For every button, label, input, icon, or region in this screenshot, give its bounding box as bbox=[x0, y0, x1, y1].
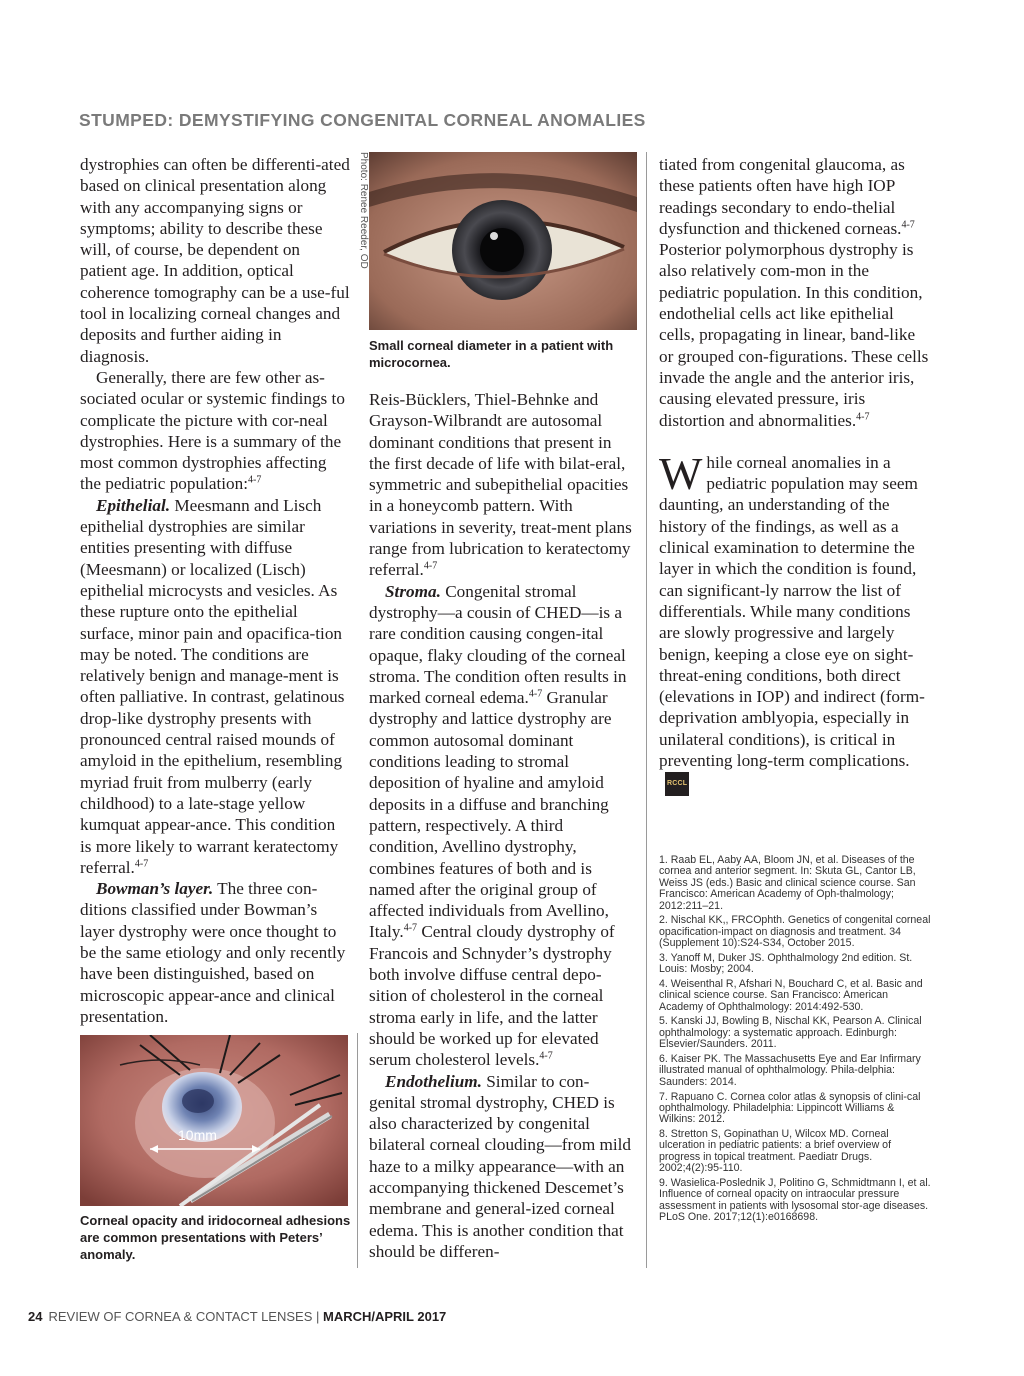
column-divider-2 bbox=[646, 152, 647, 1268]
col2-paragraph-endothelium bbox=[369, 1071, 634, 1263]
reference-item: 9. Wasielica-Poslednik J, Politino G, Schmidtmann I, et al. Influence of corneal opacity on intraocular pressure assessment in patients with lysosomal stor-age diseases. PLoS One. 2017;12(1):e0168698. bbox=[659, 1176, 931, 1224]
photo-credit: Photo: Renee Reeder, OD bbox=[358, 152, 369, 269]
subhead-epithelial: Epithelial. bbox=[96, 495, 171, 515]
issue-date: MARCH/APRIL 2017 bbox=[322, 1309, 447, 1324]
col3-paragraph-1-text-2: Posterior polymorphous dystrophy is also relatively com-mon in the pediatric population. In this condition, endothelial cells act like epithelial cells, propagating in linear, band-like or grouped con-figurations. These cells invade the angle and the anterior iris, causing elevated pressure, iris distortion and abnormalities. bbox=[659, 240, 929, 430]
footer-separator: | bbox=[312, 1309, 323, 1324]
eye-closeup-photo bbox=[369, 152, 637, 330]
publication-name: REVIEW OF CORNEA & CONTACT LENSES bbox=[48, 1309, 313, 1324]
col2-paragraph-stroma-text: Congenital stromal dystrophy—a cousin of CHED—is a rare condition causing congen-ital opaque, flaky clouding of the corneal stroma. The condition often results in marked corneal edema. bbox=[369, 581, 627, 708]
reference-item: 6. Kaiser PK. The Massachusetts Eye and Ear Infirmary illustrated manual of ophthalmology. Phila-delphia: Saunders: 2014. bbox=[659, 1052, 921, 1088]
citation: 4-7 bbox=[403, 922, 418, 934]
col3-paragraph-1 bbox=[659, 154, 931, 431]
reference-item: 3. Yanoff M, Duker JS. Ophthalmology 2nd edition. St. Louis: Mosby; 2004. bbox=[659, 951, 913, 976]
reference-item: 1. Raab EL, Aaby AA, Bloom JN, et al. Diseases of the cornea and anterior segment. In: Skuta GL, Cantor LB, Weiss JS (eds.) Basic and clinical science course. San Francisco: American Academy of Oph-thalmology; 2012:211–21. bbox=[659, 854, 916, 912]
page-footer bbox=[28, 1309, 446, 1324]
col1-paragraph-bowman bbox=[80, 878, 350, 1027]
col2-paragraph-stroma bbox=[369, 581, 634, 1071]
reference-item: 2. Nischal KK,, FRCOphth. Genetics of congenital corneal opacification-impact on diagnosis and treatment. 34 (Supplement 10):S24-S34, October 2015. bbox=[659, 914, 931, 950]
col1-paragraph-bowman-text: The three con-ditions classified under Bowman’s layer dystrophy were once thought to be the same etiology and only recently have been distinguished, based on microscopic appear-ance and clinical presentation. bbox=[80, 879, 346, 1026]
col1-paragraph-2-text: Generally, there are few other as-sociated ocular or systemic findings to complicate the picture with cor-neal dystrophies. Here is a summary of the most common dystrophies affecting the pediatric population: bbox=[80, 367, 345, 494]
reference-item: 5. Kanski JJ, Bowling B, Nischal KK, Pearson A. Clinical ophthalmology: a systematic approach. Edinburgh: Elsevier/Saunders. 2011. bbox=[659, 1015, 922, 1051]
col1-paragraph-1: dystrophies can often be differenti-ated based on clinical presentation along with any accompanying signs or symptoms; ability to describe these will, of course, be dependent on patient age. In addition, optical coherence tomography can be a use-ful tool in localizing corneal changes and deposits and further aiding in diagnosis. bbox=[80, 155, 350, 366]
column-3 bbox=[659, 154, 931, 796]
col2-paragraph-1-text: Reis-Bücklers, Thiel-Behnke and Grayson-Wilbrandt are autosomal dominant conditions that present in the first decade of life with bilat-eral, symmetric and subepithelial opacities in a honeycomb pattern. With variations in severity, treat-ment plans range from lubrication to keratectomy referral. bbox=[369, 390, 632, 580]
citation: 4-7 bbox=[539, 1050, 553, 1062]
caption-microcornea: Small corneal diameter in a patient with microcornea. bbox=[369, 338, 614, 370]
col3-conclusion bbox=[659, 447, 931, 796]
reference-item: 7. Rapuano C. Cornea color atlas & synopsis of clini-cal ophthalmology. Philadelphia: Lippincott Williams & Wilkins: 2012. bbox=[659, 1090, 921, 1126]
col1-paragraph-epithelial-text: Meesmann and Lisch epithelial dystrophies are similar entities presenting with diffuse (Meesmann) or localized (Lisch) epithelial microcysts and vesicles. As these rupture onto the epithelial surface, minor pain and opacifica-tion may be noted. The conditions are relatively benign and manage-ment is often palliative. In contrast, gelatinous drop-like dystrophy presents with pronounced central raised mounds of amyloid in the epithelium, resembling myriad fruit from mulberry (early childhood) to a late-stage yellow kumquat appear-ance. This condition is more likely to warrant keratectomy referral. bbox=[80, 495, 345, 877]
page-number: 24 bbox=[28, 1309, 43, 1324]
reference-item: 4. Weisenthal R, Afshari N, Bouchard C, et al. Basic and clinical science course. San Francisco: American Academy of Ophthalmology: 2014:492-530. bbox=[659, 977, 923, 1013]
photo-peters-anomaly bbox=[80, 1035, 348, 1206]
citation: 4-7 bbox=[248, 474, 262, 486]
col2-paragraph-stroma-text-2: Granular dystrophy and lattice dystrophy are common autosomal dominant conditions leading to stromal deposition of hyaline and amyloid deposits in a diffuse and branching pattern, respectively. A third condition, Avellino dystrophy, combines features of both and is named after the original group of affected individuals from Avellino, Italy. bbox=[369, 688, 612, 942]
column-2 bbox=[369, 389, 634, 1262]
subhead-stroma: Stroma. bbox=[385, 581, 441, 601]
scale-label: 10mm bbox=[178, 1127, 217, 1143]
subhead-bowman: Bowman’s layer. bbox=[96, 879, 214, 899]
column-divider-1 bbox=[357, 1033, 358, 1268]
photo-microcornea bbox=[369, 152, 637, 330]
col1-paragraph-2 bbox=[80, 367, 350, 495]
col3-conclusion-text: hile corneal anomalies in a pediatric population may seem daunting, an understanding of the history of the findings, as well as a clinical examination to determine the layer in which the condition is found, can significant-ly narrow the list of differentials. While many conditions are slowly progressive and largely benign, keeping a close eye on sight-threat-ening conditions, both direct (elevations in IOP) and indirect (form-deprivation amblyopia, especially in unilateral conditions), is critical in preventing long-term complications. bbox=[659, 452, 925, 771]
col3-paragraph-1-text: tiated from congenital glaucoma, as these patients often have high IOP readings secondary to endo-thelial dysfunction and thickened corneas. bbox=[659, 155, 905, 238]
reference-item: 8. Stretton S, Gopinathan U, Wilcox MD. Corneal ulceration in pediatric patients: a brief overview of progress in topical treatment. Paediatr Drugs. 2002;4(2):95-110. bbox=[659, 1128, 892, 1175]
eye-surgery-photo bbox=[80, 1035, 348, 1206]
col2-paragraph-endothelium-text: Similar to con-genital stromal dystrophy, CHED is also characterized by congenital bilateral corneal clouding—from mild haze to a milky appearance—with an accompanying thickened Descemet’s membrane and general-ized corneal edema. This is another condition that should be differen- bbox=[369, 1071, 632, 1261]
reference-list bbox=[659, 855, 931, 1227]
caption-peters-anomaly: Corneal opacity and iridocorneal adhesions are common presentations with Peters’ anomaly. bbox=[80, 1213, 351, 1262]
citation: 4-7 bbox=[134, 858, 149, 870]
end-mark-logo: RCCL bbox=[665, 772, 689, 795]
section-header: STUMPED: DEMYSTIFYING CONGENITAL CORNEAL ANOMALIES bbox=[79, 110, 646, 130]
citation: 4-7 bbox=[901, 219, 915, 231]
col2-paragraph-stroma-text-3: Central cloudy dystrophy of Francois and Schnyder’s dystrophy both involve diffuse central depo-sition of cholesterol in the corneal stroma early in life, and the latter should be worked up for elevated serum cholesterol levels. bbox=[369, 922, 615, 1070]
citation: 4-7 bbox=[856, 410, 870, 422]
subhead-endothelium: Endothelium. bbox=[385, 1071, 482, 1091]
col1-paragraph-epithelial bbox=[80, 495, 350, 878]
drop-cap: W bbox=[659, 447, 703, 499]
citation: 4-7 bbox=[528, 688, 543, 700]
citation: 4-7 bbox=[423, 560, 438, 572]
column-1 bbox=[80, 154, 350, 1027]
col2-paragraph-1 bbox=[369, 389, 634, 581]
